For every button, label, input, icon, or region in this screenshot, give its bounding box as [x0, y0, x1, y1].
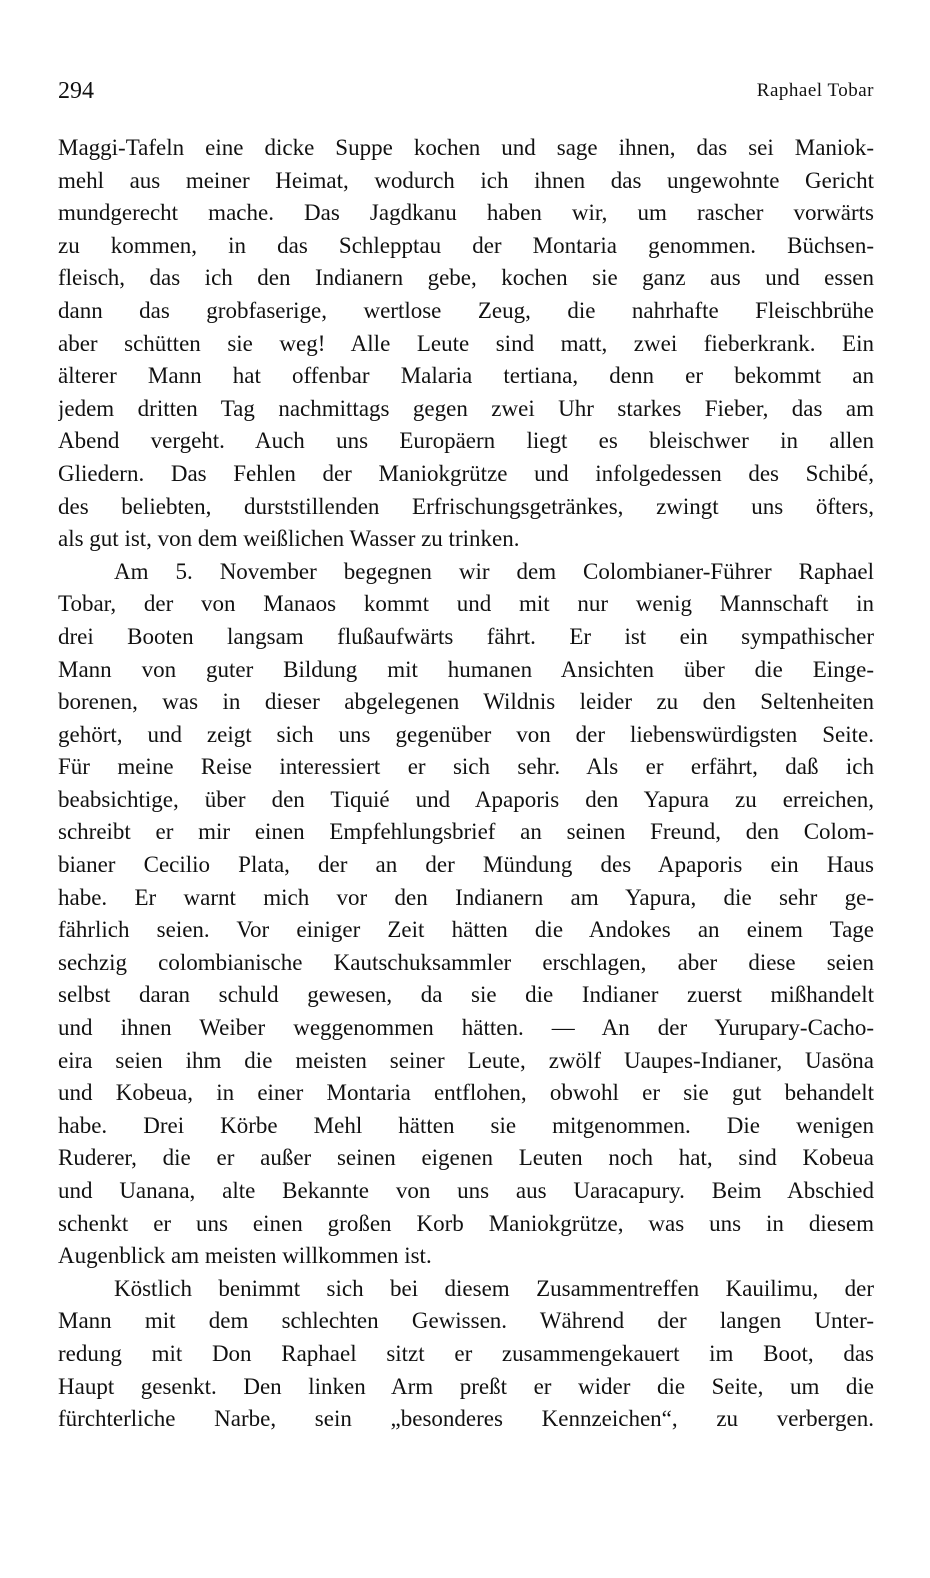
text-line: dann das grobfaserige, wertlose Zeug, die nahrhafte Fleischbrühe	[58, 297, 874, 323]
text-line: Maggi-Tafeln eine dicke Suppe kochen und sage ihnen, das sei Maniok-	[58, 135, 874, 160]
page-number: 294	[58, 78, 94, 104]
text-line: selbst daran schuld gewesen, da sie die Indianer zuerst mißhandelt	[58, 982, 874, 1008]
paragraph-first-line: Am 5. November begegnen wir dem Colombianer-Führer Raphael	[114, 558, 874, 584]
text-line: Mann von guter Bildung mit humanen Ansichten über die Einge-	[58, 656, 874, 682]
text-line: Gliedern. Das Fehlen der Maniokgrütze und infolgedessen des Schibé,	[58, 460, 874, 486]
text-line: habe. Drei Körbe Mehl hätten sie mitgenommen. Die wenigen	[58, 1112, 874, 1138]
book-page	[58, 62, 874, 1552]
text-line: jedem dritten Tag nachmittags gegen zwei Uhr starkes Fieber, das am	[58, 395, 874, 421]
text-line: Abend vergeht. Auch uns Europäern liegt es bleischwer in allen	[58, 428, 874, 454]
paragraph-last-line: Augenblick am meisten willkommen ist.	[58, 1243, 432, 1269]
text-line: habe. Er warnt mich vor den Indianern am Yapura, die sehr ge-	[58, 884, 874, 910]
text-line: mehl aus meiner Heimat, wodurch ich ihnen das ungewohnte Gericht	[58, 167, 874, 193]
text-line: zu kommen, in das Schlepptau der Montaria genommen. Büchsen-	[58, 232, 874, 258]
running-head	[58, 76, 874, 106]
text-line: gehört, und zeigt sich uns gegenüber von der liebenswürdigsten Seite.	[58, 721, 874, 747]
text-line: des beliebten, durststillenden Erfrischungsgetränkes, zwingt uns öfters,	[58, 493, 874, 519]
text-line: beabsichtige, über den Tiquié und Apaporis den Yapura zu erreichen,	[58, 786, 874, 812]
text-line: schreibt er mir einen Empfehlungsbrief an seinen Freund, den Colom-	[58, 819, 874, 845]
text-line: fleisch, das ich den Indianern gebe, kochen sie ganz aus und essen	[58, 265, 874, 291]
text-line: borenen, was in dieser abgelegenen Wildnis leider zu den Seltenheiten	[58, 689, 874, 715]
text-line: mundgerecht mache. Das Jagdkanu haben wir, um rascher vorwärts	[58, 200, 874, 226]
text-line: redung mit Don Raphael sitzt er zusammengekauert im Boot, das	[58, 1340, 874, 1366]
text-line: und ihnen Weiber weggenommen hätten. — An der Yurupary-Cacho-	[58, 1015, 874, 1041]
text-line: und Kobeua, in einer Montaria entflohen, obwohl er sie gut behandelt	[58, 1080, 874, 1106]
paragraph-last-line: als gut ist, von dem weißlichen Wasser zu trinken.	[58, 526, 520, 552]
text-line: Ruderer, die er außer seinen eigenen Leuten noch hat, sind Kobeua	[58, 1145, 874, 1171]
text-line: und Uanana, alte Bekannte von uns aus Uaracapury. Beim Abschied	[58, 1178, 874, 1203]
text-line: Haupt gesenkt. Den linken Arm preßt er wider die Seite, um die	[58, 1373, 874, 1399]
text-line: fährlich seien. Vor einiger Zeit hätten die Andokes an einem Tage	[58, 917, 874, 943]
text-line: älterer Mann hat offenbar Malaria tertiana, denn er bekommt an	[58, 363, 874, 389]
running-title: Raphael Tobar	[756, 80, 874, 101]
paragraph-first-line: Köstlich benimmt sich bei diesem Zusammentreffen Kauilimu, der	[114, 1275, 874, 1301]
text-line: drei Booten langsam flußaufwärts fährt. Er ist ein sympathischer	[58, 623, 874, 649]
text-line: schenkt er uns einen großen Korb Maniokgrütze, was uns in diesem	[58, 1210, 874, 1236]
text-line: bianer Cecilio Plata, der an der Mündung des Apaporis ein Haus	[58, 852, 874, 878]
body-text	[58, 132, 874, 1436]
text-line: aber schütten sie weg! Alle Leute sind matt, zwei fieberkrank. Ein	[58, 330, 874, 356]
text-line: sechzig colombianische Kautschuksammler erschlagen, aber diese seien	[58, 949, 874, 975]
text-line: Tobar, der von Manaos kommt und mit nur wenig Mannschaft in	[58, 591, 874, 617]
text-line: eira seien ihm die meisten seiner Leute, zwölf Uaupes-Indianer, Uasöna	[58, 1047, 874, 1073]
text-line: Mann mit dem schlechten Gewissen. Während der langen Unter-	[58, 1308, 874, 1334]
text-line: fürchterliche Narbe, sein „besonderes Kennzeichen“, zu verbergen.	[58, 1406, 874, 1432]
text-line: Für meine Reise interessiert er sich sehr. Als er erfährt, daß ich	[58, 754, 874, 780]
